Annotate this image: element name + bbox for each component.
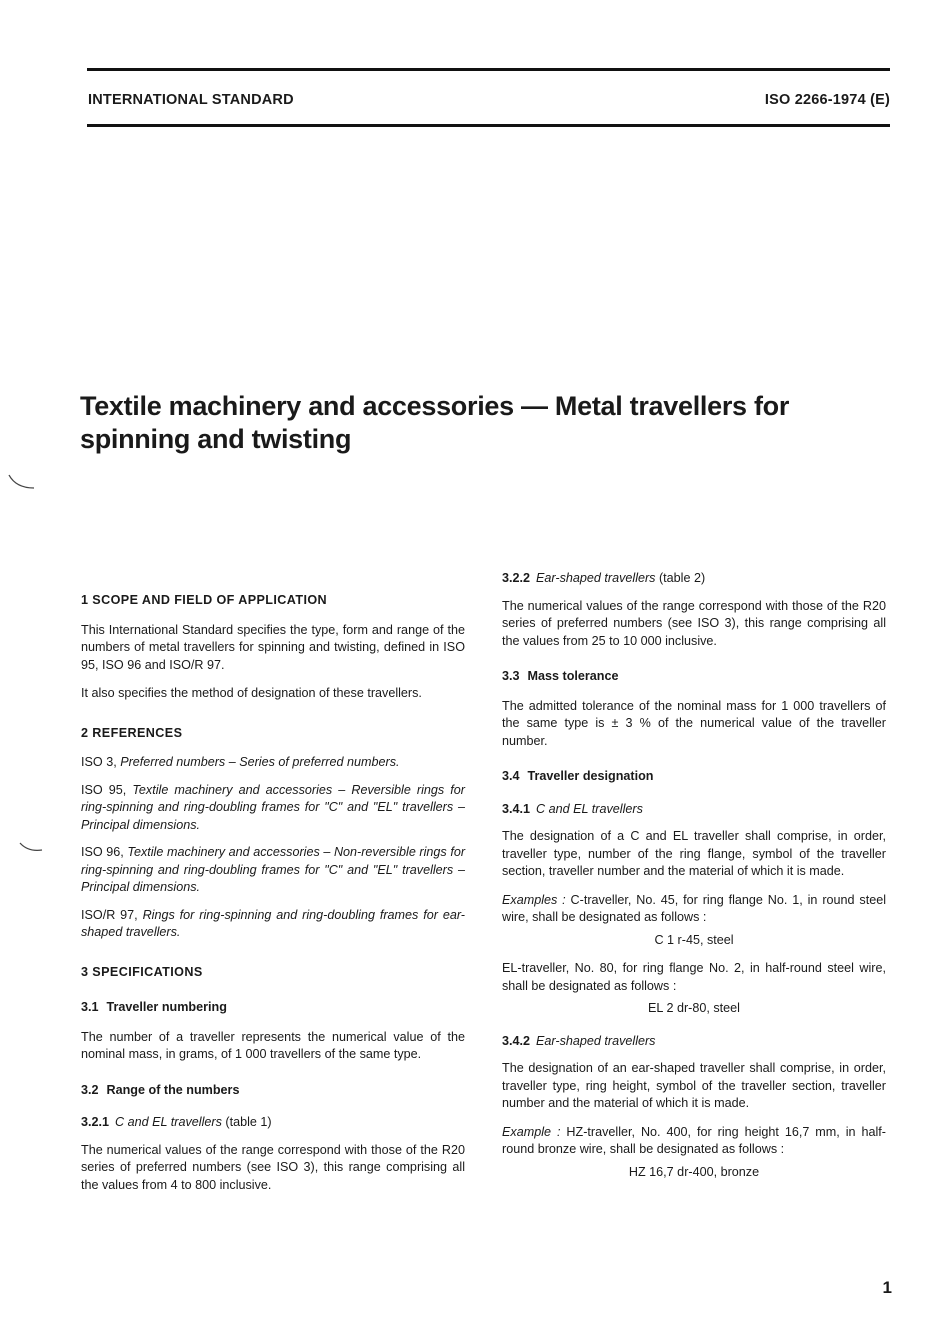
subsection-3-3-paragraph: The admitted tolerance of the nominal mass for 1 000 travellers of the same type is ± 3 % of the numerical value of the traveller number. [502, 698, 886, 748]
document-title: Textile machinery and accessories — Metal travellers for spinning and twisting [80, 391, 790, 455]
example-label: Examples : [502, 892, 566, 907]
left-column [81, 570, 465, 1205]
subsection-title: C and EL travellers [115, 1115, 222, 1129]
reference-code: ISO 96, [81, 845, 124, 859]
example-text: HZ-traveller, No. 400, for ring height 16,7 mm, in half-round bronze wire, shall be designated as follows : [502, 1124, 887, 1156]
subsection-number: 3.4.2 [502, 1033, 531, 1048]
subsection-3-3-heading [502, 668, 886, 686]
reference-item [81, 844, 465, 897]
subsection-title: Traveller designation [527, 769, 654, 783]
example-designation: HZ 16,7 dr-400, bronze [628, 1164, 760, 1179]
subsection-number: 3.4 [502, 769, 520, 783]
table-reference: (table 1) [225, 1115, 272, 1129]
example-label: Example : [502, 1124, 561, 1139]
subsection-3-4-1-heading [502, 801, 886, 819]
subsection-3-4-2-heading [502, 1033, 886, 1051]
reference-title: Preferred numbers – Series of preferred numbers. [120, 755, 400, 769]
reference-title: Rings for ring-spinning and ring-doubling frames for ear-shaped travellers. [81, 907, 465, 939]
example-paragraph: EL-traveller, No. 80, for ring flange No. 2, in half-round steel wire, shall be designated as follows : [502, 961, 886, 993]
example-paragraph [502, 1124, 886, 1159]
header-standard-number: ISO 2266-1974 (E) [764, 92, 890, 108]
margin-mark [18, 840, 44, 854]
example-designation: C 1 r-45, steel [654, 932, 734, 947]
reference-code: ISO/R 97, [81, 907, 138, 922]
header-rule-bottom [87, 124, 890, 127]
page-number: 1 [882, 1278, 892, 1297]
reference-title: Textile machinery and accessories – Non-reversible rings for ring-spinning and ring-doubling frames for "C" and "EL" travellers – Principal dimensions. [81, 845, 466, 894]
subsection-title: Traveller numbering [106, 1000, 227, 1014]
section-1-paragraph: This International Standard specifies the type, form and range of the numbers of metal travellers for spinning and twisting, defined in ISO 95, ISO 96 and ISO/R 97. [81, 622, 465, 672]
subsection-number: 3.3 [502, 669, 520, 683]
reference-title: Textile machinery and accessories – Reversible rings for ring-spinning and ring-doubling frames for "C" and "EL" travellers – Principal dimensions. [81, 782, 466, 832]
subsection-number: 3.2 [81, 1082, 99, 1097]
reference-item [81, 907, 465, 942]
subsection-3-1-paragraph: The number of a traveller represents the numerical value of the nominal mass, in grams, of 1 000 travellers of the same type. [81, 1029, 465, 1061]
section-1-heading: 1 SCOPE AND FIELD OF APPLICATION [81, 593, 328, 607]
reference-item [81, 754, 465, 772]
subsection-number: 3.2.2 [502, 571, 531, 585]
example-designation: EL 2 dr-80, steel [648, 1001, 740, 1015]
subsection-3-4-heading [502, 768, 886, 786]
right-column [502, 570, 886, 1192]
subsection-number: 3.4.1 [502, 801, 531, 816]
reference-item [81, 782, 465, 835]
reference-code: ISO 3, [81, 755, 117, 769]
subsection-3-2-1-heading [81, 1114, 465, 1132]
subsection-3-2-1-paragraph: The numerical values of the range correspond with those of the R20 series of preferred numbers (see ISO 3), this range comprising all the values from 4 to 800 inclusive. [81, 1142, 465, 1192]
subsection-3-2-heading [81, 1082, 465, 1100]
header-rule-top [87, 68, 890, 71]
margin-mark [6, 472, 36, 492]
header-standard-label: INTERNATIONAL STANDARD [88, 92, 294, 108]
section-2-heading: 2 REFERENCES [81, 725, 183, 740]
section-1-paragraph: It also specifies the method of designation of these travellers. [81, 686, 422, 700]
subsection-title: Ear-shaped travellers [536, 1033, 656, 1048]
subsection-title: Ear-shaped travellers [536, 571, 656, 585]
subsection-3-4-1-paragraph: The designation of a C and EL traveller shall comprise, in order, traveller type, number of the ring flange, symbol of the traveller section, traveller number and the material of which it is made. [502, 829, 886, 878]
subsection-title: C and EL travellers [536, 801, 643, 816]
subsection-number: 3.1 [81, 1000, 99, 1014]
reference-code: ISO 95, [81, 782, 127, 797]
example-paragraph [502, 892, 886, 927]
table-reference: (table 2) [658, 571, 706, 585]
subsection-title: Mass tolerance [527, 669, 619, 683]
subsection-3-2-2-heading [502, 570, 886, 588]
section-3-heading: 3 SPECIFICATIONS [81, 964, 203, 979]
example-text: C-traveller, No. 45, for ring flange No. 1, in round steel wire, shall be designated as follows : [502, 892, 886, 924]
subsection-3-1-heading [81, 999, 465, 1017]
subsection-title: Range of the numbers [106, 1082, 240, 1097]
subsection-3-4-2-paragraph: The designation of an ear-shaped traveller shall comprise, in order, traveller type, ring height, symbol of the traveller section, traveller number and the material of which it is made. [502, 1061, 886, 1110]
subsection-number: 3.2.1 [81, 1115, 110, 1129]
subsection-3-2-2-paragraph: The numerical values of the range correspond with those of the R20 series of preferred numbers (see ISO 3), this range comprising all the values from 25 to 10 000 inclusive. [502, 598, 886, 648]
